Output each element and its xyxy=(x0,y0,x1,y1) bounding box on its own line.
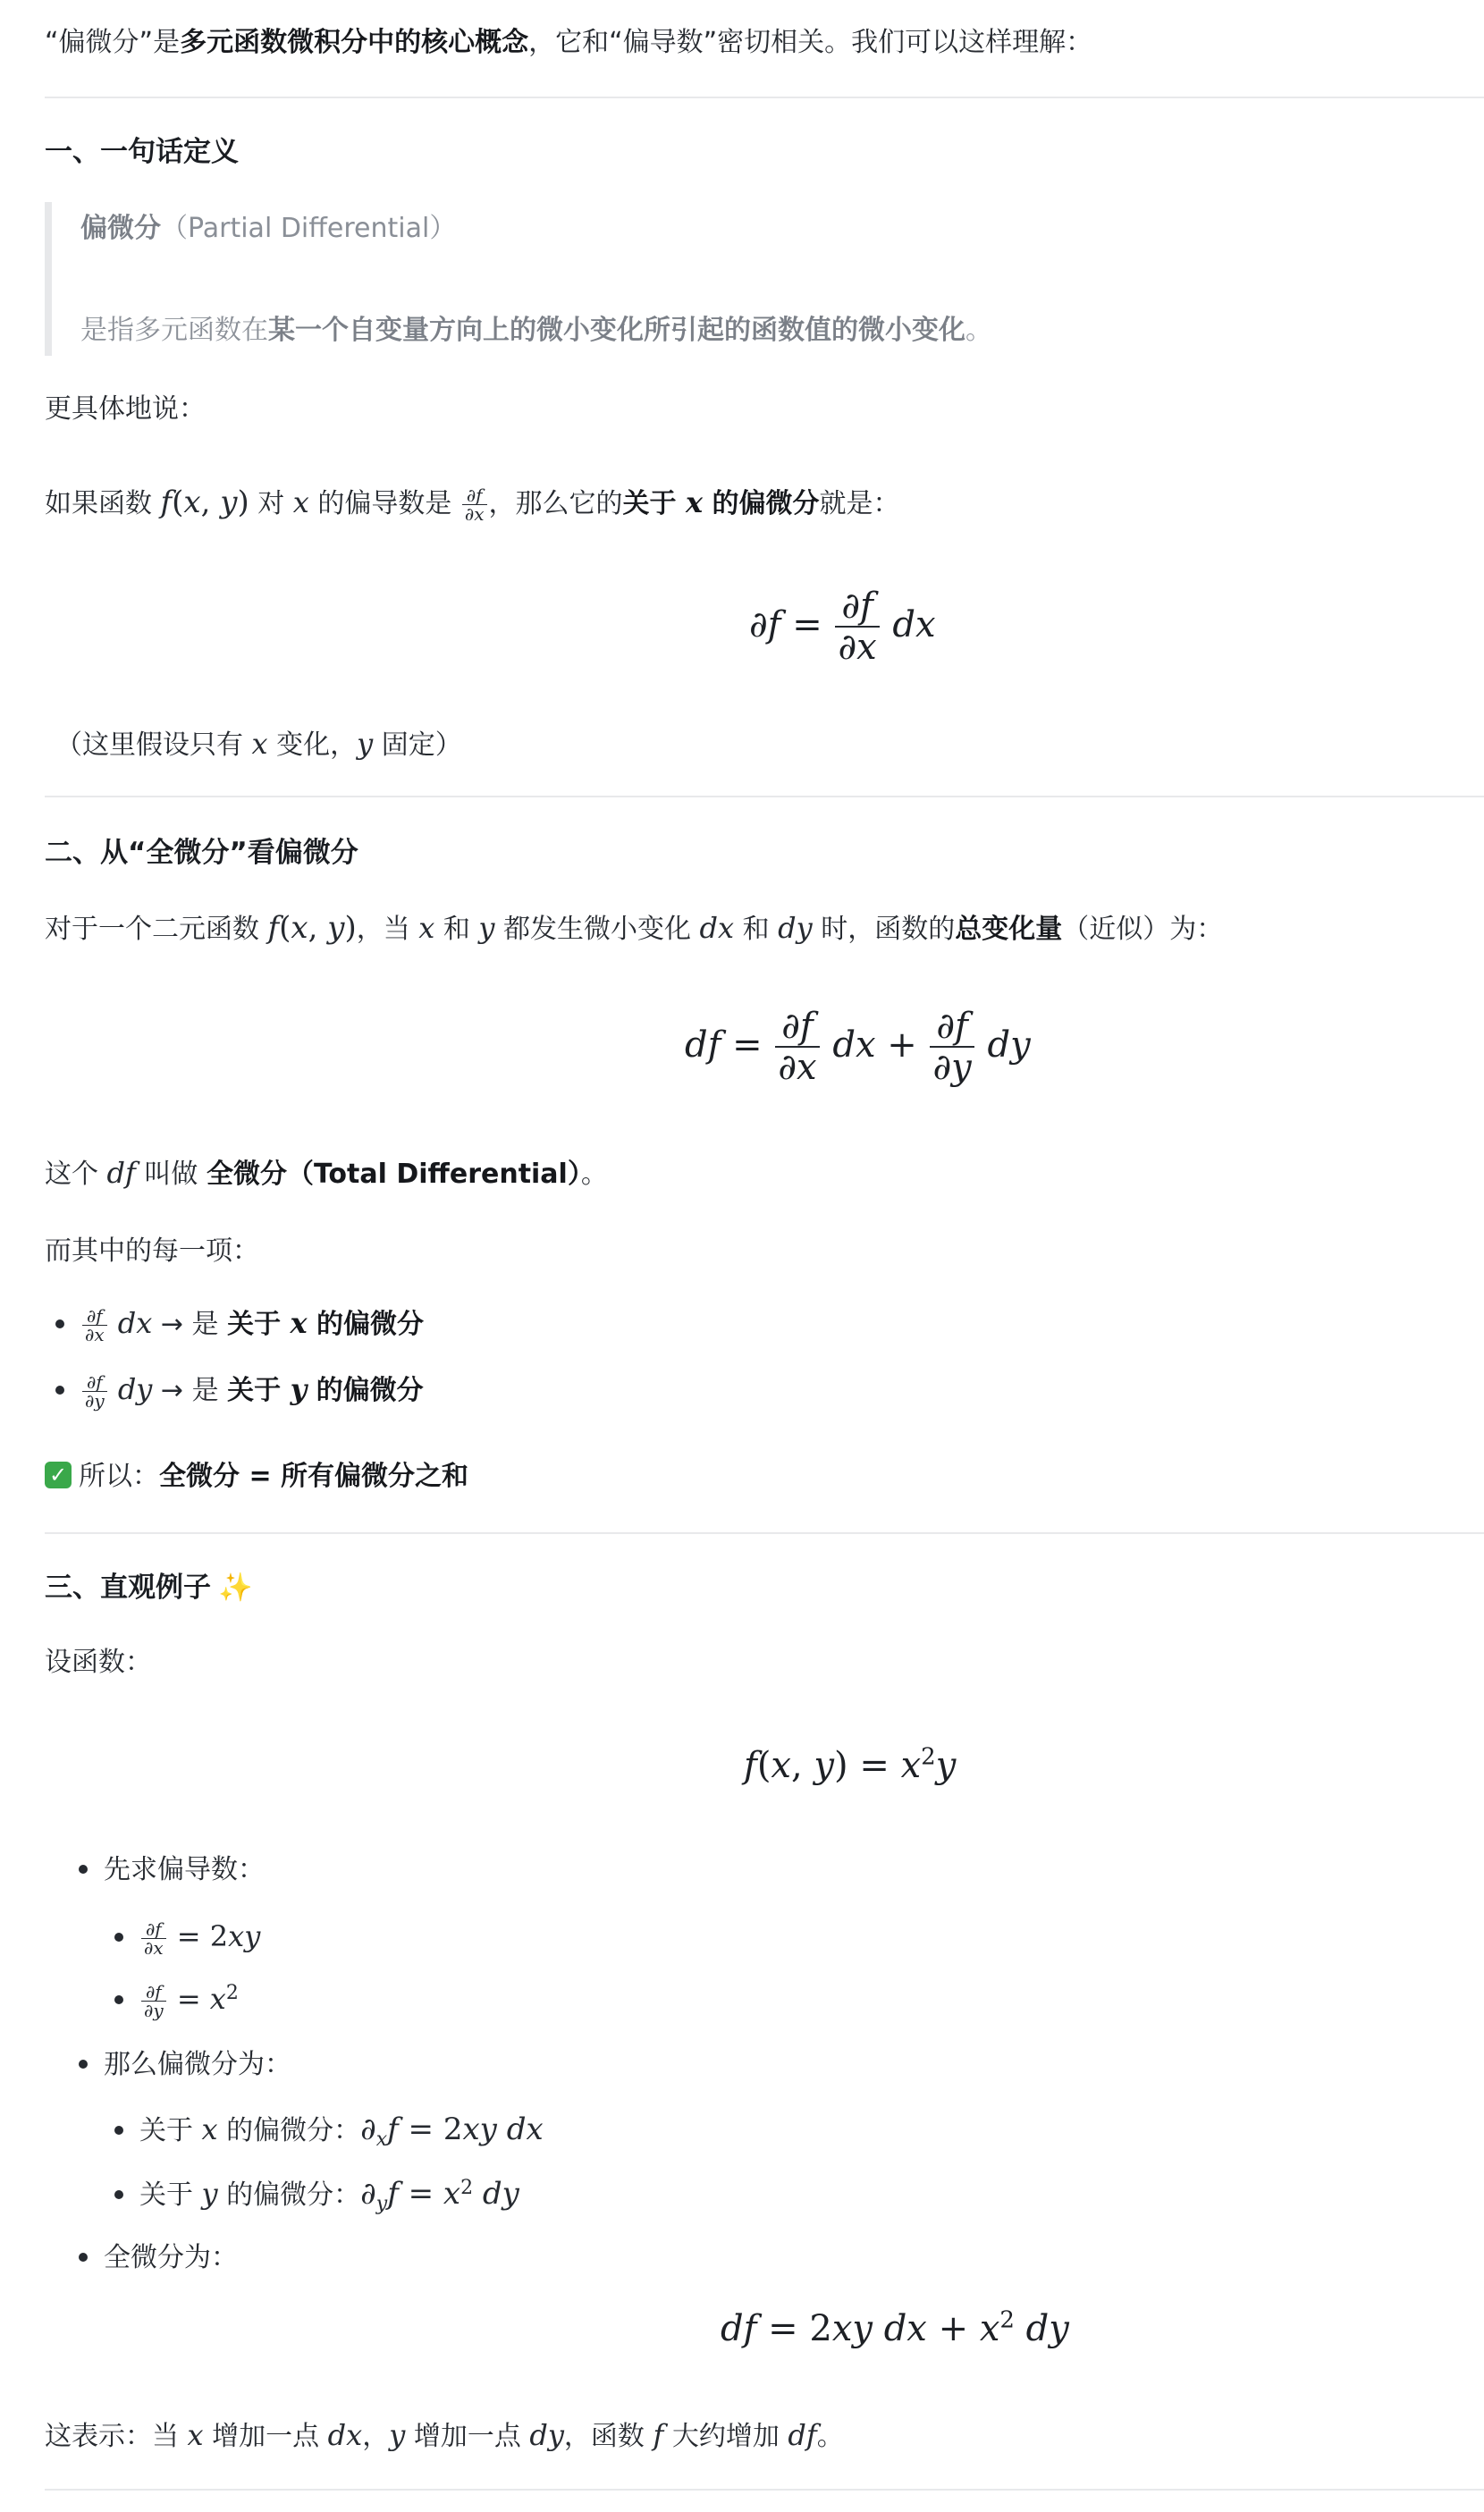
math: x xyxy=(183,485,201,520)
list-item xyxy=(55,1371,424,1410)
text: 时，函数的 xyxy=(812,914,956,945)
text: 增加一点 xyxy=(203,2421,328,2452)
text: 增加一点 xyxy=(405,2421,530,2452)
math: 2 xyxy=(225,1982,239,2004)
bullet xyxy=(79,2253,88,2262)
math-y: y xyxy=(389,2418,406,2452)
quote-text-end: 。 xyxy=(965,315,992,346)
bold: 关于 xyxy=(227,1375,291,1406)
divider xyxy=(45,796,1484,797)
math: y xyxy=(327,910,345,946)
text: 固定） xyxy=(373,729,462,761)
list-item xyxy=(114,2176,519,2213)
math-y: y xyxy=(478,911,495,945)
math-dx: dx xyxy=(699,911,735,945)
text: → 是 xyxy=(152,1375,228,1406)
math: xy dx xyxy=(462,2112,544,2147)
text: 对于一个二元函数 xyxy=(45,914,268,945)
bullet xyxy=(79,1865,88,1874)
text: ，函数 xyxy=(563,2421,653,2452)
math-f: f xyxy=(653,2418,664,2452)
equation-function: f(x, $y) = x^2y$ xyxy=(744,1743,957,1786)
math: y xyxy=(220,485,238,520)
text: 关于 xyxy=(139,2115,202,2146)
text: 的偏微分： xyxy=(217,2115,361,2146)
total-intro xyxy=(45,910,1223,948)
math-dy: dy xyxy=(529,2418,564,2452)
math: x xyxy=(291,910,308,946)
intro-text: “偏微分”是 xyxy=(45,27,181,58)
text: 大约增加 xyxy=(663,2421,788,2452)
math-y: y xyxy=(290,1372,308,1406)
text: 。 xyxy=(816,2421,844,2452)
bold: 总变化量 xyxy=(955,914,1063,945)
math-fraction: $\frac{\partial f}{\partial y}$ xyxy=(141,1983,166,2019)
math-dy: dy xyxy=(778,911,813,945)
text: 。 xyxy=(580,1159,608,1190)
text: 如果函数 xyxy=(45,488,161,519)
text: 和 xyxy=(434,914,479,945)
heading-text: 三、直观例子 xyxy=(45,1572,211,1604)
text: 这表示：当 xyxy=(45,2421,188,2452)
quote-text: 是指多元函数在 xyxy=(80,315,268,346)
text: （近似）为： xyxy=(1062,914,1224,945)
text: 和 xyxy=(734,914,779,945)
each-term: 而其中的每一项： xyxy=(45,1235,259,1267)
bullet xyxy=(79,2060,88,2069)
math: xy xyxy=(228,1919,261,1953)
math-partial-fraction: $\frac{\partial f}{\partial x}$ xyxy=(462,486,487,523)
final-explanation xyxy=(45,2417,844,2455)
math: f xyxy=(387,2112,399,2147)
section-3-heading xyxy=(45,1570,253,1606)
check-icon: ✓ xyxy=(45,1462,72,1488)
intro-text-2: ，它和“偏导数”密切相关。我们可以这样理解： xyxy=(528,27,1093,58)
quote-head-en: （Partial Differential） xyxy=(161,213,457,244)
math: dy xyxy=(108,1372,153,1406)
blockquote-title xyxy=(80,211,456,247)
bold: 关于 xyxy=(622,488,686,519)
math: ) xyxy=(344,910,357,946)
math-x: x xyxy=(187,2418,204,2452)
math-x: x xyxy=(251,727,268,761)
text: 所以： xyxy=(79,1461,159,1492)
math-fxy: f xyxy=(160,485,173,520)
math: , xyxy=(200,485,221,520)
math: ∂ xyxy=(360,2176,376,2212)
divider xyxy=(45,97,1484,98)
equation-total-differential: df = $\frac{\partial f}{\partial x}$ dx + $\frac{\partial f}{\partial y}$ dy xyxy=(685,1006,1031,1088)
bold: 的偏微分 xyxy=(307,1309,425,1340)
divider xyxy=(45,2489,1484,2491)
more-specific: 更具体地说： xyxy=(45,393,206,425)
assumption-note xyxy=(55,726,462,763)
math: f xyxy=(387,2176,399,2212)
equation-partial-differential: ∂f = $\frac{\partial f}{\partial x}$ dx xyxy=(749,586,936,668)
bold: 的偏微分 xyxy=(307,1375,424,1406)
list-item xyxy=(79,1852,265,1888)
text: 叫做 xyxy=(135,1159,207,1190)
set-function: 设函数： xyxy=(45,1647,152,1678)
math-y: y xyxy=(201,2177,218,2211)
text: 就是： xyxy=(819,488,900,519)
bold: 全微分（Total Differential） xyxy=(206,1159,581,1190)
total-name xyxy=(45,1155,608,1193)
blockquote-body xyxy=(80,313,992,349)
if-paragraph xyxy=(45,485,900,523)
sparkle-icon: ✨ xyxy=(218,1572,253,1604)
math: = 2 xyxy=(167,1919,229,1953)
math: = 2 xyxy=(398,2112,463,2147)
text: 那么偏微分为： xyxy=(104,2049,291,2080)
text: ，那么它的 xyxy=(488,488,623,519)
bold: 关于 xyxy=(227,1309,291,1340)
math-x: x xyxy=(201,2112,218,2146)
text: 这个 xyxy=(45,1159,107,1190)
math-df: df xyxy=(106,1156,136,1190)
text: 对 xyxy=(249,488,293,519)
bullet xyxy=(114,2126,123,2135)
math-y: y xyxy=(357,727,374,761)
text: 全微分为： xyxy=(104,2242,238,2273)
math-dx: dx xyxy=(327,2418,363,2452)
math-x: x xyxy=(292,485,309,519)
math: 2 xyxy=(460,2177,474,2199)
text: 都发生微小变化 xyxy=(494,914,700,945)
bullet xyxy=(114,1933,123,1942)
math: f xyxy=(267,910,280,946)
list-item xyxy=(79,2047,291,2083)
bullet xyxy=(55,1386,64,1395)
intro-paragraph xyxy=(45,25,1092,61)
math: dx xyxy=(108,1306,153,1340)
math: ∂ xyxy=(360,2112,376,2147)
math: ) xyxy=(237,485,249,520)
bullet xyxy=(55,1319,64,1328)
math: = xyxy=(398,2176,443,2212)
math: y xyxy=(375,2193,388,2215)
bullet xyxy=(114,2190,123,2199)
math: ( xyxy=(172,485,184,520)
text: 变化， xyxy=(267,729,358,761)
math-fraction: $\frac{\partial f}{\partial x}$ xyxy=(141,1920,166,1957)
quote-bold: 某一个自变量方向上的微小变化所引起的函数值的微小变化 xyxy=(268,315,965,346)
bold: 全微分 = 所有偏微分之和 xyxy=(159,1461,469,1492)
math-x: x xyxy=(418,911,435,945)
math: x xyxy=(375,2128,388,2151)
text: ，当 xyxy=(356,914,419,945)
text: （这里假设只有 xyxy=(55,729,252,761)
section-1-heading: 一、一句话定义 xyxy=(45,136,239,168)
math: x xyxy=(443,2176,461,2212)
text: 的偏微分： xyxy=(217,2179,361,2211)
math-df: df xyxy=(788,2418,817,2452)
text: ， xyxy=(362,2421,390,2452)
list-item xyxy=(79,2240,238,2276)
conclusion xyxy=(45,1459,468,1495)
text: → 是 xyxy=(152,1309,228,1340)
equation-example-total: df = 2xy dx + $x^2$ dy xyxy=(721,2306,1069,2349)
math-fraction: $\frac{\partial f}{\partial x}$ xyxy=(82,1307,107,1344)
divider xyxy=(45,1532,1484,1534)
math: ( xyxy=(279,910,291,946)
math-x: x xyxy=(685,485,704,519)
bullet xyxy=(114,1995,123,2004)
list-item xyxy=(114,2112,544,2149)
intro-bold: 多元函数微积分中的核心概念 xyxy=(180,27,529,58)
math: = xyxy=(167,1982,210,2016)
blockquote-bar xyxy=(45,202,52,356)
math-fraction: $\frac{\partial f}{\partial y}$ xyxy=(82,1373,107,1410)
text: 先求偏导数： xyxy=(104,1854,265,1885)
list-item xyxy=(114,1981,239,2019)
list-item xyxy=(114,1918,260,1957)
list-item xyxy=(55,1305,424,1344)
math: x xyxy=(209,1982,226,2016)
section-2-heading: 二、从“全微分”看偏微分 xyxy=(45,837,358,869)
math-x: x xyxy=(290,1306,308,1340)
quote-head: 偏微分 xyxy=(80,213,161,244)
math: dy xyxy=(473,2176,519,2212)
bold: 的偏微分 xyxy=(703,488,820,519)
text: 的偏导数是 xyxy=(308,488,460,519)
text: 关于 xyxy=(139,2179,202,2211)
math: , xyxy=(308,910,328,946)
